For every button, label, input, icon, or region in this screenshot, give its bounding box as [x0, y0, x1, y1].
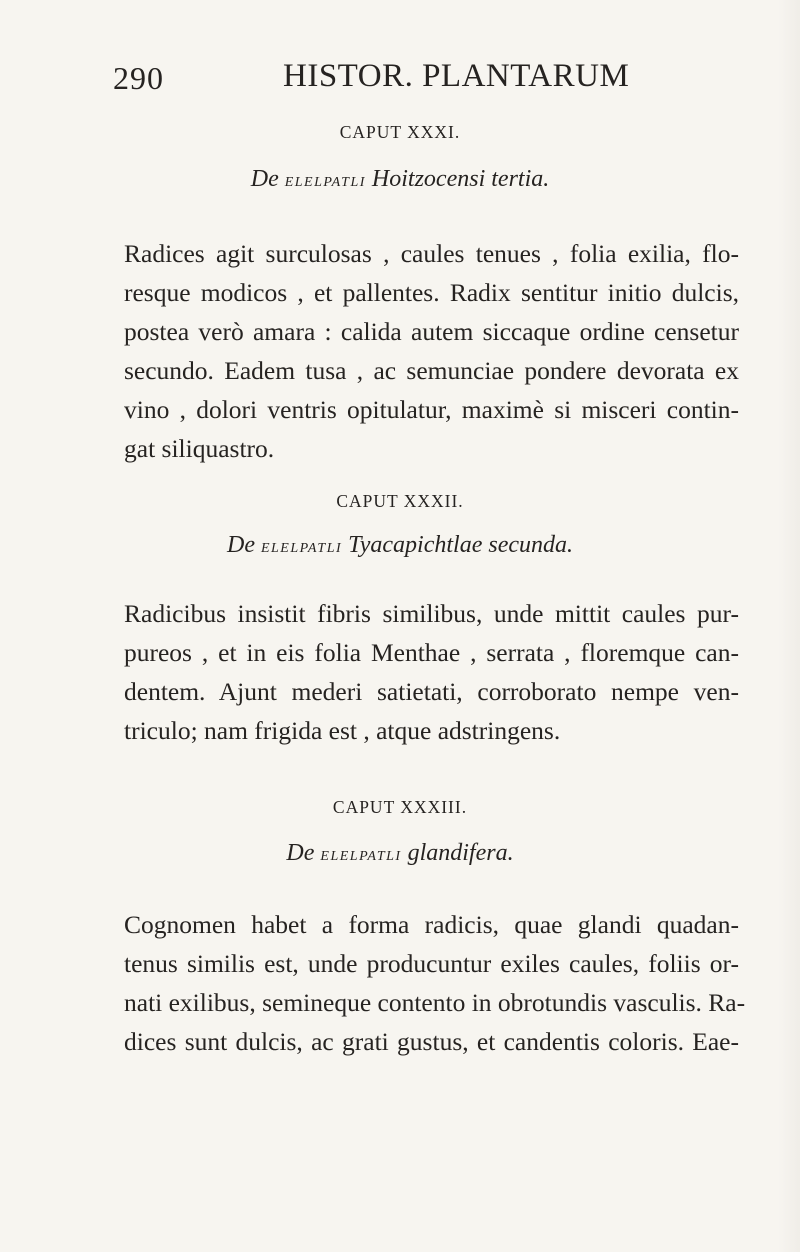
chapter-33-subtitle	[0, 840, 800, 867]
subtitle-rest: Tyacapichtlae secunda.	[348, 532, 573, 558]
page-edge-shadow	[778, 0, 800, 1252]
text-line: gat siliquastro.	[124, 434, 275, 463]
text-line: secundo. Eadem tusa , ac semunciae pondere devorata ex	[124, 356, 739, 385]
text-line: resque modicos , et pallentes. Radix sentitur initio dulcis,	[124, 278, 739, 307]
text-line: dentem. Ajunt mederi satietati, corroborato nempe ven-	[124, 677, 739, 706]
text-line: Cognomen habet a forma radicis, quae glandi quadan-	[124, 910, 739, 939]
subtitle-plant-name: elelpatli	[320, 843, 402, 865]
chapter-32-subtitle	[0, 532, 800, 559]
chapter-31-heading	[0, 122, 800, 143]
subtitle-rest: Hoitzocensi tertia.	[371, 166, 550, 192]
chapter-32-paragraph	[124, 594, 739, 750]
subtitle-rest: glandifera.	[407, 840, 514, 866]
text-line: dices sunt dulcis, ac grati gustus, et candentis coloris. Eae-	[124, 1027, 739, 1056]
text-line: pureos , et in eis folia Menthae , serrata , floremque can-	[124, 638, 739, 667]
text-line: Radices agit surculosas , caules tenues , folia exilia, flo-	[124, 239, 739, 268]
chapter-31-subtitle	[0, 166, 800, 193]
chapter-label: CAPUT XXXII.	[336, 491, 464, 511]
chapter-subtitle	[0, 532, 800, 559]
subtitle-plant-name: elelpatli	[260, 535, 343, 557]
subtitle-prefix: De	[286, 840, 315, 866]
chapter-subtitle	[0, 840, 800, 867]
chapter-32-heading	[0, 491, 800, 512]
text-line: tenus similis est, unde producuntur exiles caules, foliis or-	[124, 949, 739, 978]
text-line: nati exilibus, semineque contento in obrotundis vasculis. Ra-	[124, 988, 746, 1017]
text-line: Radicibus insistit fibris similibus, unde mittit caules pur-	[124, 599, 739, 628]
subtitle-plant-name: elelpatli	[284, 169, 366, 191]
subtitle-prefix: De	[250, 166, 279, 192]
text-line: postea verò amara : calida autem siccaque ordine censetur	[124, 317, 739, 346]
chapter-33-paragraph	[124, 905, 746, 1061]
chapter-33-heading	[0, 797, 800, 818]
running-head	[0, 58, 800, 108]
chapter-label: CAPUT XXXI.	[339, 122, 461, 142]
text-line: vino , dolori ventris opitulatur, maximè si misceri contin-	[124, 395, 739, 424]
text-line: triculo; nam frigida est , atque adstringens.	[124, 716, 561, 745]
chapter-31-paragraph	[124, 234, 739, 468]
chapter-subtitle	[0, 166, 800, 193]
running-title: HISTOR. PLANTARUM	[283, 58, 630, 94]
chapter-label: CAPUT XXXIII.	[332, 797, 468, 817]
subtitle-prefix: De	[226, 532, 255, 558]
page-number: 290	[113, 60, 164, 96]
